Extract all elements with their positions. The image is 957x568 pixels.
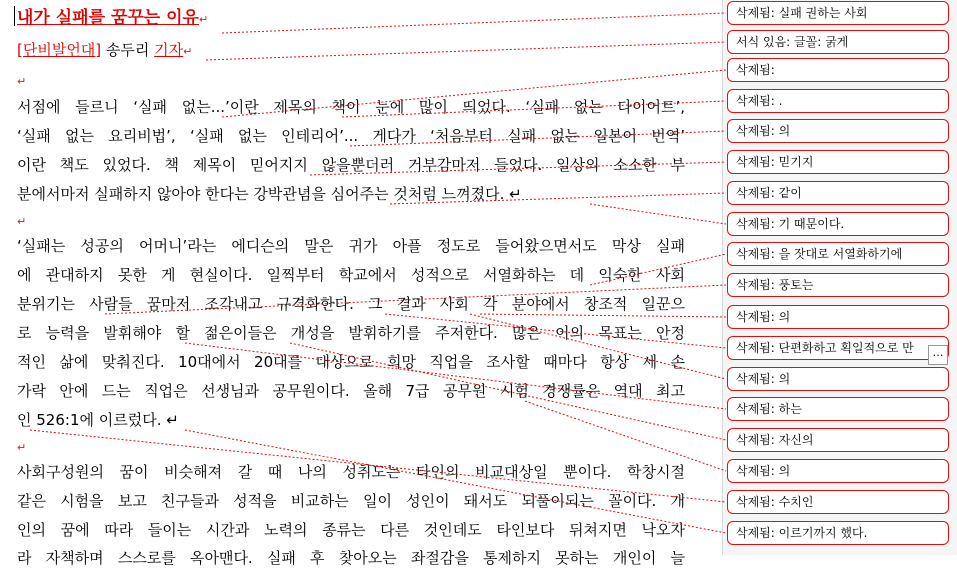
byline-bracket[interactable]: [단비발언대]: [17, 41, 102, 59]
empty-paragraph[interactable]: [17, 70, 685, 92]
paragraph-mark: ↵: [17, 441, 27, 454]
paragraph-1-line[interactable]: ‘실패 없는 요리비법’, ‘실패 없는 인테리어’... 게다가 ‘처음부터 실패 없는 일본어 번역’: [17, 127, 685, 145]
revision-balloon[interactable]: 삭제됨: 믿기지: [727, 150, 949, 174]
paragraph-2-line[interactable]: 적인 삶에 맞춰진다. 10대에서 20대를 대상으로 희망 직업을 조사할 때마다 항상 세 손: [17, 353, 685, 371]
revision-balloon[interactable]: 삭제됨: 의: [727, 305, 949, 329]
revision-balloon[interactable]: 삭제됨: 의: [727, 119, 949, 143]
revision-balloon[interactable]: 삭제됨: 기 때문이다.: [727, 212, 949, 236]
revision-balloon[interactable]: 삭제됨: 이르기까지 했다.: [727, 521, 949, 545]
revision-balloon[interactable]: 삭제됨: 수치인: [727, 490, 949, 514]
revision-balloon[interactable]: 삭제됨: 자신의: [727, 428, 949, 452]
empty-paragraph[interactable]: [17, 436, 685, 458]
paragraph-mark: ↵: [17, 75, 27, 88]
revision-balloon[interactable]: 삭제됨: 풍토는: [727, 273, 949, 297]
revision-balloon[interactable]: 삭제됨: .: [727, 89, 949, 113]
revision-balloon[interactable]: 서식 있음: 글꼴: 굵게: [727, 30, 949, 54]
paragraph-3-line[interactable]: 라 자책하며 스스로를 옥아맨다. 실패 후 찾아오는 좌절감을 통제하지 못하는 개인이 늘: [17, 549, 685, 567]
paragraph-mark: ↵: [198, 13, 209, 26]
markup-gutter: [692, 0, 722, 555]
paragraph-1-line[interactable]: 분에서마저 실패하지 않아야 한다는 강박관념을 심어주는 것처럼 느껴졌다. ↵: [17, 185, 522, 203]
markup-balloon-pane: [722, 0, 957, 555]
document-title[interactable]: 내가 실패를 꿈꾸는 이유: [17, 8, 199, 28]
revision-balloon[interactable]: 삭제됨: 의: [727, 367, 949, 391]
paragraph-2-line[interactable]: 분위기는 사람들 꿈마저 조각내고 규격화한다. 그 결과 사회 각 분야에서 창조적 일꾼으: [17, 295, 685, 313]
text-cursor: [14, 6, 15, 26]
paragraph-2-line[interactable]: 로 능력을 발휘해야 할 젊은이들은 개성을 발휘하기를 주저한다. 많은 이의 목표는 안정: [17, 324, 685, 342]
byline-name[interactable]: 송두리: [101, 41, 155, 59]
balloon-more-button[interactable]: …: [928, 345, 948, 365]
paragraph-2-line[interactable]: 에 관대하지 못한 게 현실이다. 일찍부터 학교에서 성적으로 서열화하는 데 익숙한 사회: [17, 266, 685, 284]
paragraph-1-line[interactable]: 서점에 들르니 ‘실패 없는...’이란 제목의 책이 눈에 많이 띄었다. ‘실패 없는 다이어트’,: [17, 98, 685, 116]
revision-balloon[interactable]: 삭제됨: 실패 권하는 사회: [727, 1, 949, 25]
paragraph-2-line[interactable]: ‘실패는 성공의 어머니’라는 에디슨의 말은 귀가 아플 정도로 들어왔으면서도 막상 실패: [17, 237, 685, 255]
document-title-line[interactable]: [17, 8, 685, 30]
empty-paragraph[interactable]: [17, 210, 685, 232]
paragraph-mark: ↵: [17, 215, 27, 228]
paragraph-3-line[interactable]: 인의 꿈에 따라 들이는 시간과 노력의 종류는 다른 것인데도 타인보다 뒤쳐지면 낙오자: [17, 521, 685, 539]
revision-balloon[interactable]: 삭제됨: 같이: [727, 181, 949, 205]
paragraph-1-line[interactable]: 이란 책도 있었다. 책 제목이 믿어지지 않을뿐더러 거부감마저 들었다. 일상의 소소한 부: [17, 156, 685, 174]
paragraph-3-line[interactable]: 사회구성원의 꿈이 비슷해져 갈 때 나의 성취도는 타인의 비교대상일 뿐이다. 학창시절: [17, 463, 685, 481]
revision-balloon[interactable]: 삭제됨: 의: [727, 459, 949, 483]
byline[interactable]: [17, 40, 685, 62]
revision-balloon[interactable]: 삭제됨: 하는: [727, 397, 949, 421]
paragraph-3-line[interactable]: 같은 시험을 보고 친구들과 성적을 비교하는 일이 성인이 돼서도 되풀이되는 꼴이다. 개: [17, 492, 685, 510]
paragraph-2-line[interactable]: 가락 안에 드는 직업은 선생님과 공무원이다. 올해 7급 공무원 시험 경쟁률은 역대 최고: [17, 382, 685, 400]
byline-role[interactable]: 기자: [154, 41, 184, 59]
revision-balloon[interactable]: 삭제됨:: [727, 58, 949, 82]
revision-balloon[interactable]: 삭제됨: 단편화하고 획일적으로 만: [727, 336, 949, 360]
revision-balloon[interactable]: 삭제됨: 을 잣대로 서열화하기에: [727, 242, 949, 266]
paragraph-2-line[interactable]: 인 526:1에 이르렀다. ↵: [17, 411, 179, 429]
paragraph-mark: ↵: [183, 45, 193, 58]
